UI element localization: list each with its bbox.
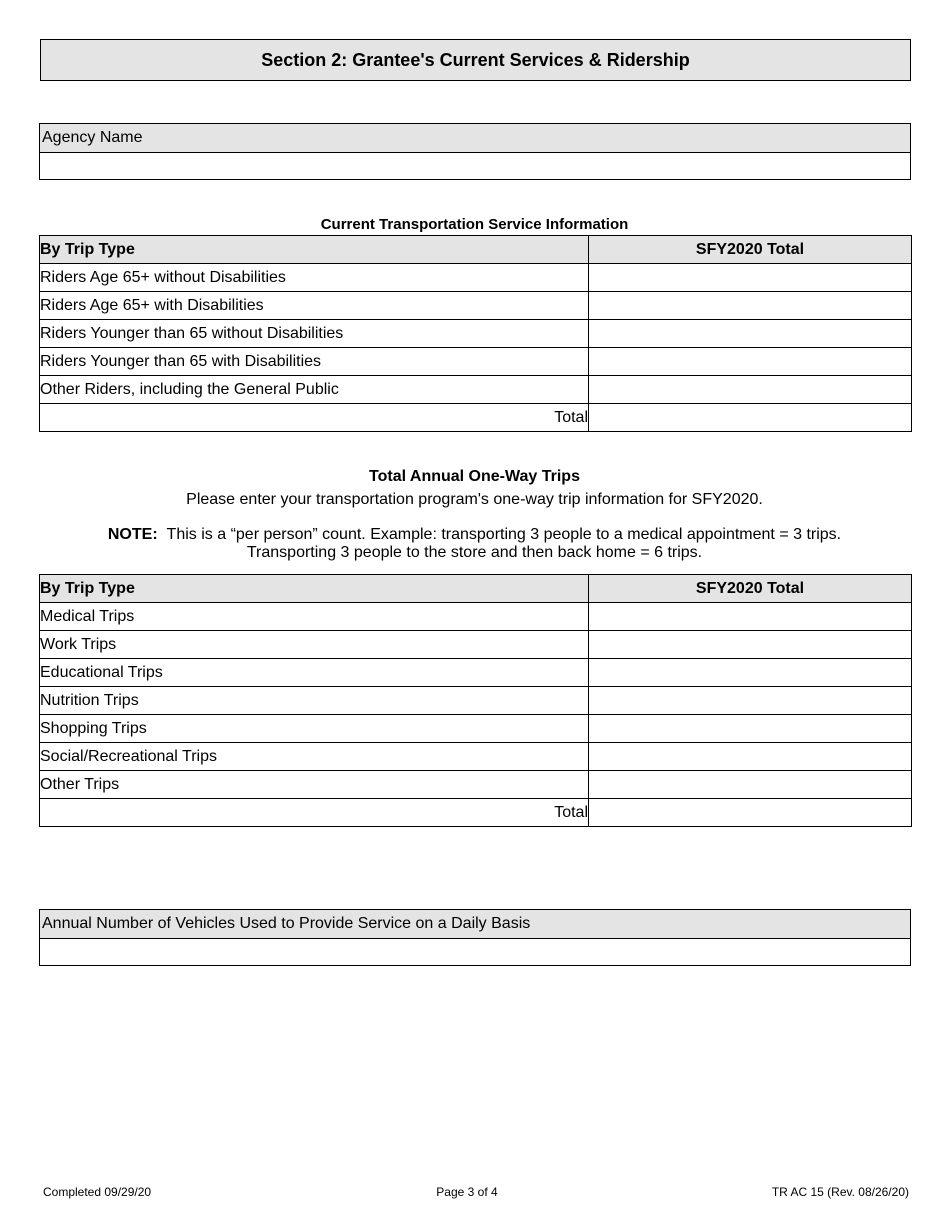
row-label: Work Trips — [40, 631, 589, 659]
row-label: Riders Younger than 65 with Disabilities — [40, 348, 589, 376]
table-row — [40, 631, 912, 659]
row-value-input[interactable] — [589, 771, 912, 799]
row-label: Shopping Trips — [40, 715, 589, 743]
footer-form-id: TR AC 15 (Rev. 08/26/20) — [771, 1185, 909, 1199]
table-row — [40, 292, 912, 320]
row-label: Medical Trips — [40, 603, 589, 631]
column-header-trip-type: By Trip Type — [40, 236, 589, 264]
table-row — [40, 376, 912, 404]
service-info-table — [39, 235, 912, 432]
table-row — [40, 771, 912, 799]
total-row — [40, 404, 912, 432]
section-title-text: Section 2: Grantee's Current Services & Ridership — [261, 49, 690, 70]
note-line-2: Transporting 3 people to the store and then back home = 6 trips. — [246, 544, 703, 561]
table-row — [40, 743, 912, 771]
agency-name-input[interactable] — [40, 153, 910, 179]
total-row — [40, 799, 912, 827]
trips-table — [39, 574, 912, 827]
row-value-input[interactable] — [589, 292, 912, 320]
row-value-input[interactable] — [589, 376, 912, 404]
row-label: Educational Trips — [40, 659, 589, 687]
row-label: Riders Age 65+ without Disabilities — [40, 264, 589, 292]
row-value-input[interactable] — [589, 603, 912, 631]
column-header-sfy2020-total: SFY2020 Total — [589, 236, 912, 264]
row-value-input[interactable] — [589, 659, 912, 687]
row-value-input[interactable] — [589, 743, 912, 771]
agency-name-label: Agency Name — [40, 124, 910, 153]
row-value-input[interactable] — [589, 715, 912, 743]
total-value-input[interactable] — [589, 799, 912, 827]
agency-name-field — [39, 123, 911, 180]
service-info-title: Current Transportation Service Information — [320, 216, 629, 233]
vehicles-input[interactable] — [40, 939, 910, 965]
vehicles-field — [39, 909, 911, 966]
table-row — [40, 687, 912, 715]
table-row — [40, 264, 912, 292]
row-label: Nutrition Trips — [40, 687, 589, 715]
row-value-input[interactable] — [589, 687, 912, 715]
footer-page-number: Page 3 of 4 — [436, 1185, 498, 1199]
row-label: Other Trips — [40, 771, 589, 799]
trips-note — [39, 526, 910, 544]
row-value-input[interactable] — [589, 320, 912, 348]
column-header-sfy2020-total: SFY2020 Total — [589, 575, 912, 603]
table-row — [40, 659, 912, 687]
trips-instruction: Please enter your transportation program's one-way trip information for SFY2020. — [186, 491, 763, 508]
row-label: Social/Recreational Trips — [40, 743, 589, 771]
table-row — [40, 348, 912, 376]
column-header-trip-type: By Trip Type — [40, 575, 589, 603]
row-label: Other Riders, including the General Public — [40, 376, 589, 404]
note-label: NOTE: — [107, 526, 158, 543]
footer-completed-date: Completed 09/29/20 — [43, 1185, 152, 1199]
table-row — [40, 603, 912, 631]
section-title — [40, 39, 911, 81]
row-value-input[interactable] — [589, 264, 912, 292]
vehicles-label: Annual Number of Vehicles Used to Provide Service on a Daily Basis — [40, 910, 910, 939]
note-line-1: This is a “per person” count. Example: transporting 3 people to a medical appointment = 3 trips. — [166, 526, 842, 543]
row-value-input[interactable] — [589, 348, 912, 376]
trips-title: Total Annual One-Way Trips — [369, 468, 580, 485]
table-header-row — [40, 236, 912, 264]
row-label: Riders Age 65+ with Disabilities — [40, 292, 589, 320]
table-row — [40, 715, 912, 743]
row-value-input[interactable] — [589, 631, 912, 659]
total-label: Total — [40, 799, 589, 827]
total-label: Total — [40, 404, 589, 432]
table-row — [40, 320, 912, 348]
table-header-row — [40, 575, 912, 603]
total-value-input[interactable] — [589, 404, 912, 432]
row-label: Riders Younger than 65 without Disabilities — [40, 320, 589, 348]
